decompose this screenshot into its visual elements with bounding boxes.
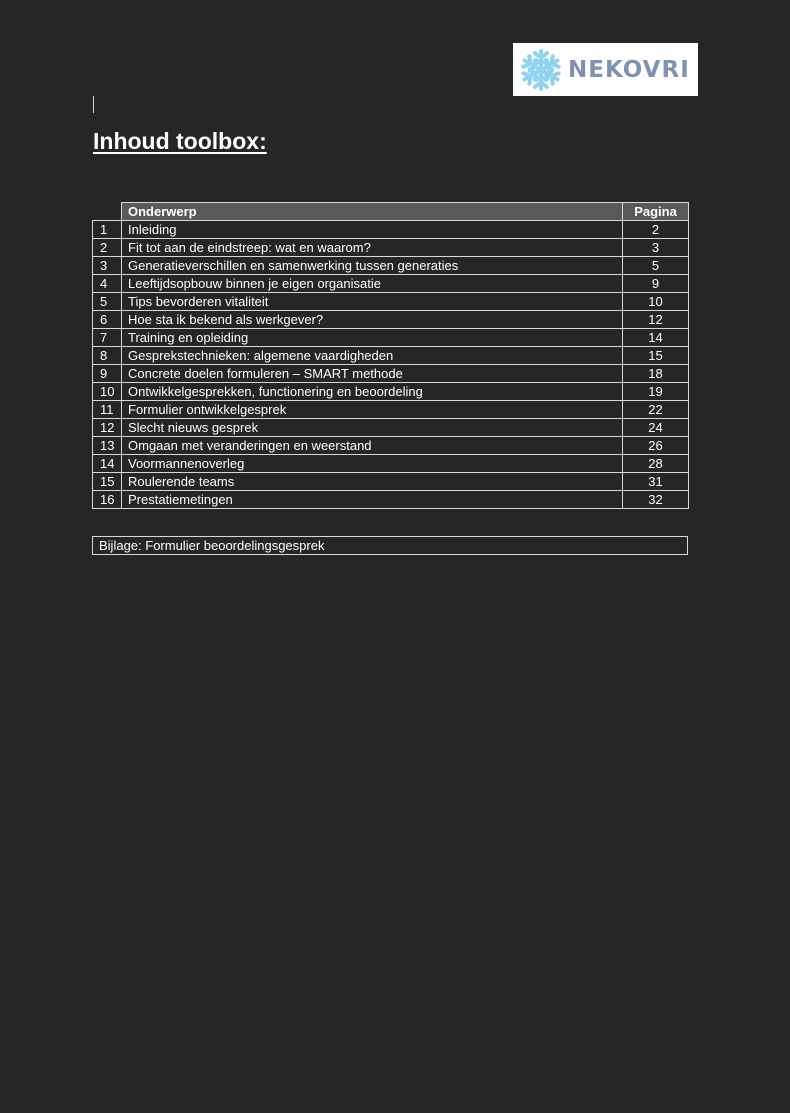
table-row <box>93 329 689 347</box>
header-blank-cell <box>93 203 122 221</box>
table-row <box>93 401 689 419</box>
row-page: 26 <box>623 437 689 455</box>
row-number: 2 <box>93 239 122 257</box>
row-topic: Tips bevorderen vitaliteit <box>122 293 623 311</box>
row-page: 28 <box>623 455 689 473</box>
row-number: 16 <box>93 491 122 509</box>
row-page: 2 <box>623 221 689 239</box>
row-number: 10 <box>93 383 122 401</box>
row-topic: Leeftijdsopbouw binnen je eigen organisatie <box>122 275 623 293</box>
table-row <box>93 311 689 329</box>
row-number: 15 <box>93 473 122 491</box>
row-topic: Concrete doelen formuleren – SMART methode <box>122 365 623 383</box>
row-topic: Roulerende teams <box>122 473 623 491</box>
row-page: 10 <box>623 293 689 311</box>
table-row <box>93 275 689 293</box>
table-row <box>93 221 689 239</box>
row-page: 24 <box>623 419 689 437</box>
row-number: 12 <box>93 419 122 437</box>
table-row <box>93 383 689 401</box>
row-topic: Generatieverschillen en samenwerking tussen generaties <box>122 257 623 275</box>
table-row <box>93 437 689 455</box>
row-page: 12 <box>623 311 689 329</box>
appendix-box: Bijlage: Formulier beoordelingsgesprek <box>92 536 688 555</box>
table-row <box>93 455 689 473</box>
table-row <box>93 473 689 491</box>
row-topic: Prestatiemetingen <box>122 491 623 509</box>
row-number: 11 <box>93 401 122 419</box>
row-page: 32 <box>623 491 689 509</box>
row-number: 13 <box>93 437 122 455</box>
row-topic: Ontwikkelgesprekken, functionering en beoordeling <box>122 383 623 401</box>
row-number: 3 <box>93 257 122 275</box>
table-row <box>93 365 689 383</box>
page-title: Inhoud toolbox: <box>93 128 267 154</box>
table-row <box>93 419 689 437</box>
row-number: 7 <box>93 329 122 347</box>
row-number: 6 <box>93 311 122 329</box>
row-topic: Inleiding <box>122 221 623 239</box>
row-page: 19 <box>623 383 689 401</box>
header-topic: Onderwerp <box>122 203 623 221</box>
row-topic: Slecht nieuws gesprek <box>122 419 623 437</box>
row-page: 15 <box>623 347 689 365</box>
row-number: 1 <box>93 221 122 239</box>
row-topic: Training en opleiding <box>122 329 623 347</box>
row-number: 9 <box>93 365 122 383</box>
logo-text: NEKOVRI <box>568 56 690 83</box>
row-page: 9 <box>623 275 689 293</box>
table-row <box>93 239 689 257</box>
row-topic: Formulier ontwikkelgesprek <box>122 401 623 419</box>
table-row <box>93 347 689 365</box>
row-number: 5 <box>93 293 122 311</box>
row-page: 5 <box>623 257 689 275</box>
row-number: 14 <box>93 455 122 473</box>
text-cursor <box>93 96 94 113</box>
snowflake-icon <box>518 47 564 93</box>
row-page: 22 <box>623 401 689 419</box>
company-logo <box>513 43 698 96</box>
row-topic: Voormannenoverleg <box>122 455 623 473</box>
row-page: 31 <box>623 473 689 491</box>
row-page: 14 <box>623 329 689 347</box>
toc-table <box>92 202 689 509</box>
table-header-row <box>93 203 689 221</box>
table-row <box>93 293 689 311</box>
table-row <box>93 491 689 509</box>
row-page: 3 <box>623 239 689 257</box>
row-number: 4 <box>93 275 122 293</box>
row-topic: Hoe sta ik bekend als werkgever? <box>122 311 623 329</box>
table-row <box>93 257 689 275</box>
row-number: 8 <box>93 347 122 365</box>
row-topic: Omgaan met veranderingen en weerstand <box>122 437 623 455</box>
row-topic: Fit tot aan de eindstreep: wat en waarom? <box>122 239 623 257</box>
header-page: Pagina <box>623 203 689 221</box>
row-topic: Gesprekstechnieken: algemene vaardigheden <box>122 347 623 365</box>
row-page: 18 <box>623 365 689 383</box>
